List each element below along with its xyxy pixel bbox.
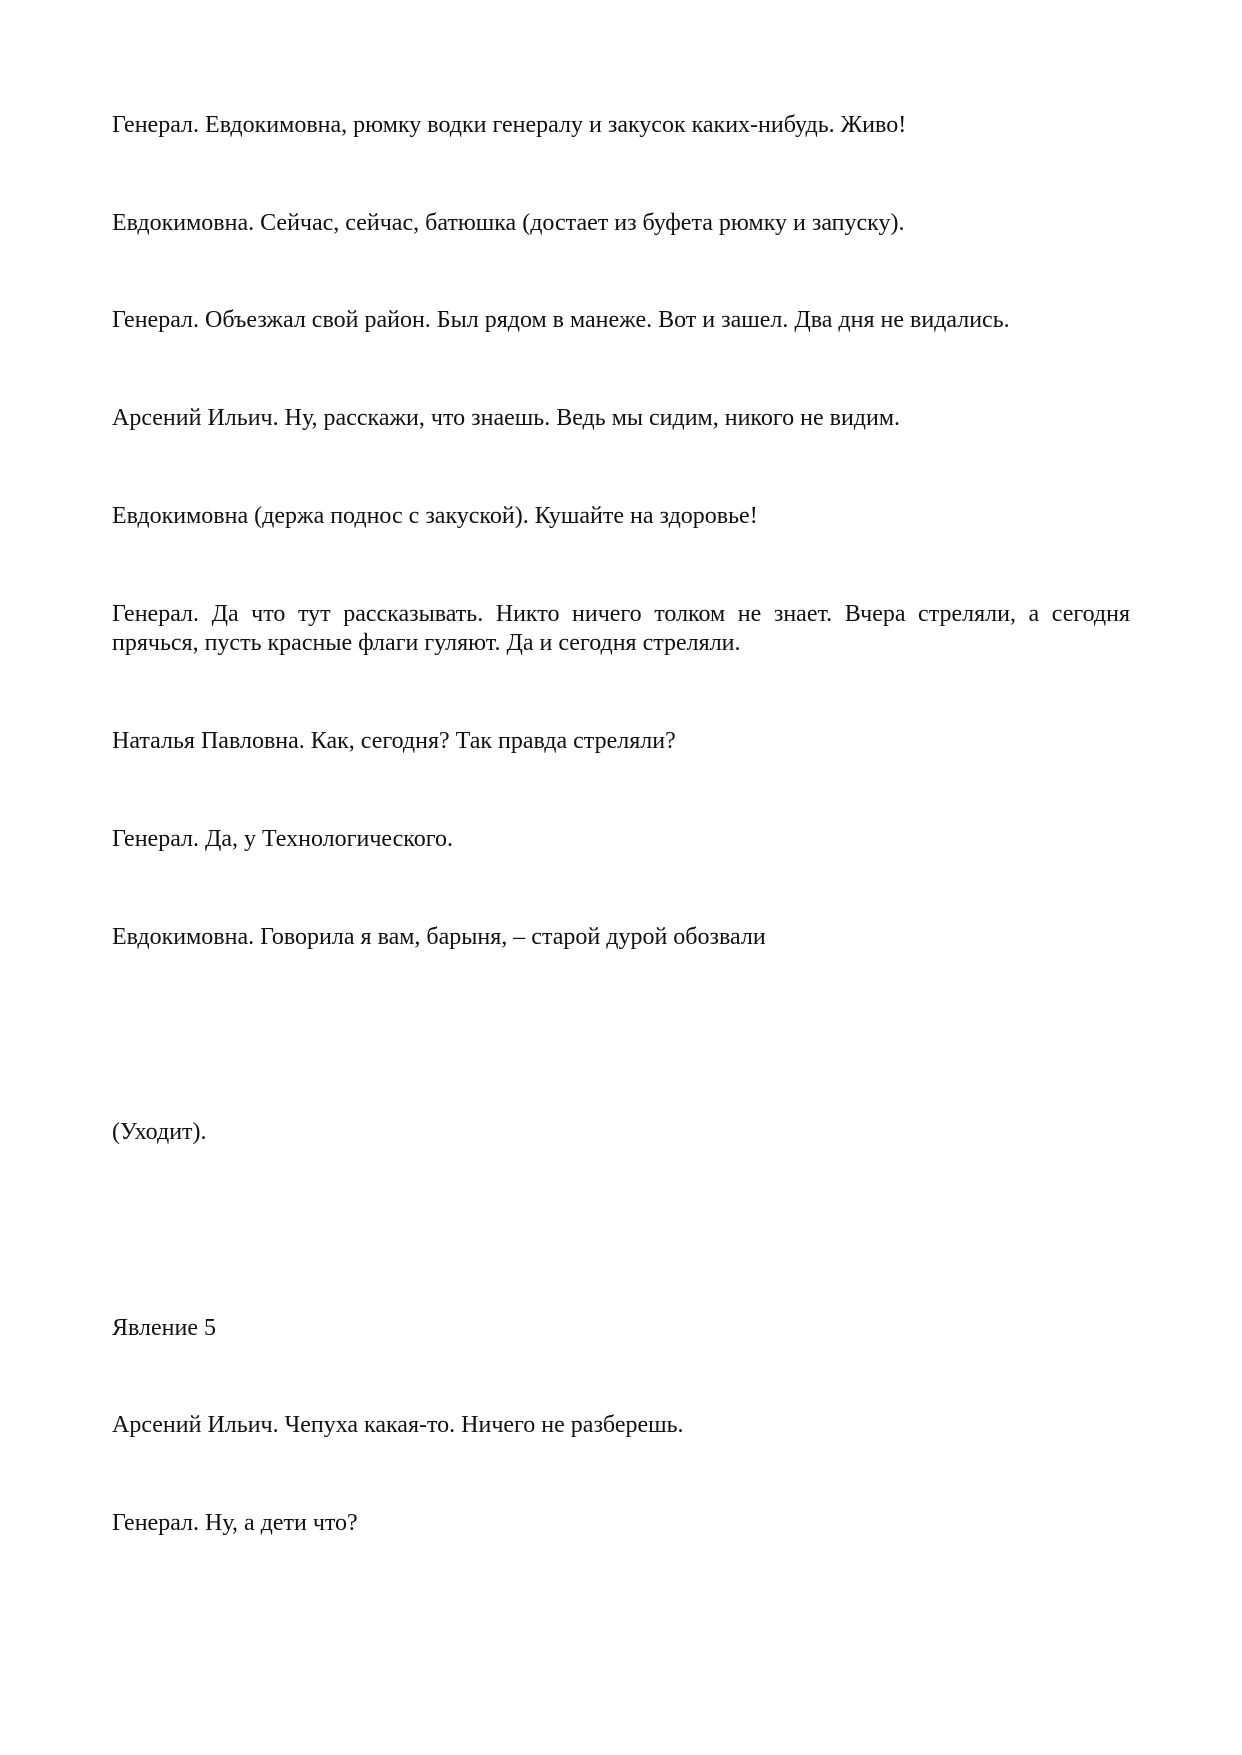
dialogue-line: Евдокимовна. Говорила я вам, барыня, – старой дурой обозвали: [112, 924, 766, 950]
dialogue-paragraph: Генерал. Да что тут рассказывать. Никто ничего толком не знает. Вчера стреляли, а сегодня прячься, пусть красные флаги гуляют. Да и сегодня стреляли.: [112, 601, 1130, 656]
dialogue-line: Генерал. Объезжал свой район. Был рядом в манеже. Вот и зашел. Два дня не видались.: [112, 307, 1010, 333]
stage-direction: (Уходит).: [112, 1119, 207, 1145]
dialogue-line: Генерал. Ну, а дети что?: [112, 1510, 358, 1536]
dialogue-line: Генерал. Да, у Технологического.: [112, 826, 453, 852]
scene-heading: Явление 5: [112, 1315, 216, 1341]
dialogue-line: Арсений Ильич. Чепуха какая-то. Ничего не разберешь.: [112, 1412, 684, 1438]
dialogue-line: Евдокимовна. Сейчас, сейчас, батюшка (достает из буфета рюмку и запуску).: [112, 210, 905, 236]
dialogue-line: Генерал. Евдокимовна, рюмку водки генералу и закусок каких-нибудь. Живо!: [112, 112, 907, 138]
dialogue-line: Наталья Павловна. Как, сегодня? Так правда стреляли?: [112, 728, 676, 754]
dialogue-line: Евдокимовна (держа поднос с закуской). Кушайте на здоровье!: [112, 503, 758, 529]
dialogue-line: Арсений Ильич. Ну, расскажи, что знаешь. Ведь мы сидим, никого не видим.: [112, 405, 901, 431]
